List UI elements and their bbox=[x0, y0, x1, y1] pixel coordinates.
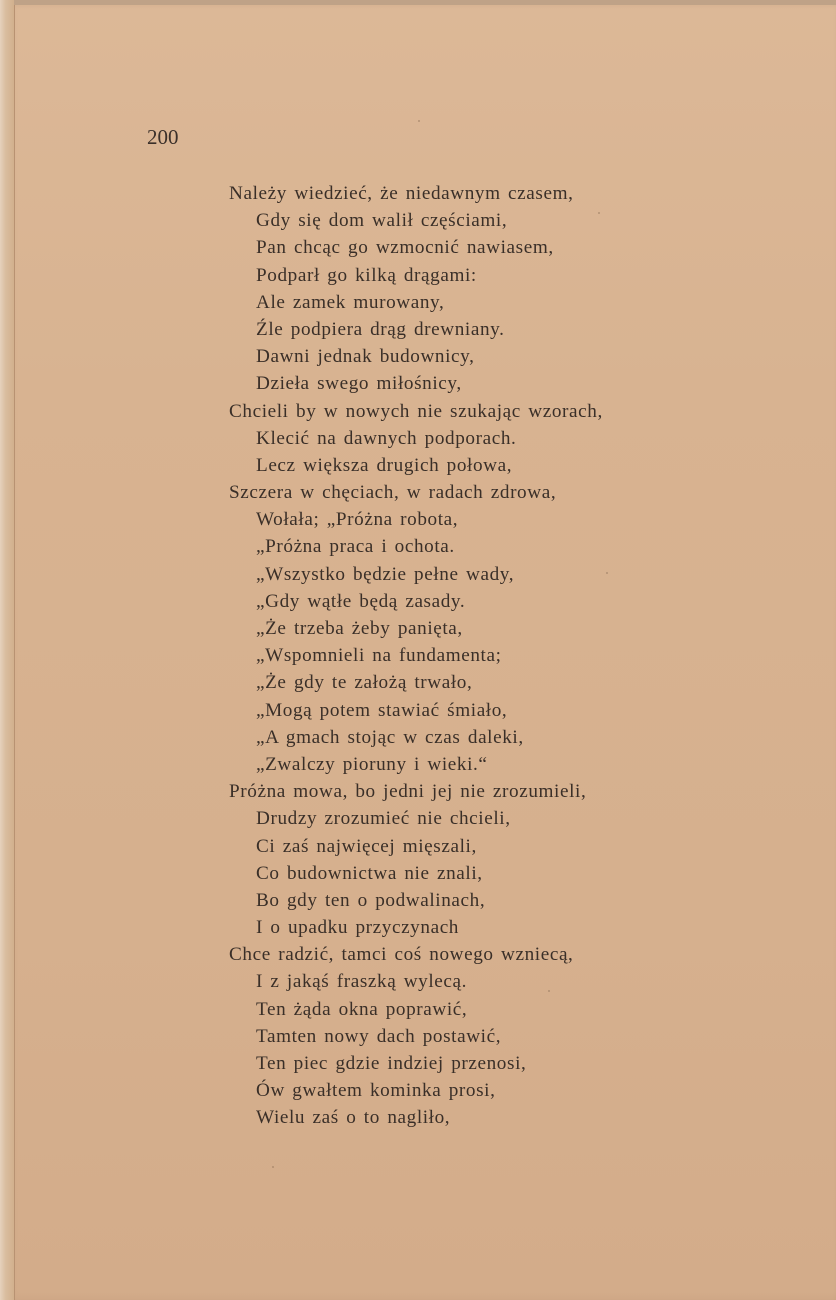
poem-line: Ale zamek murowany, bbox=[256, 291, 445, 313]
poem-line: Szczera w chęciach, w radach zdrowa, bbox=[229, 482, 557, 504]
poem-line: Należy wiedzieć, że niedawnym czasem, bbox=[229, 183, 574, 204]
poem-text bbox=[229, 180, 789, 1132]
poem-line: Ten piec gdzie indziej przenosi, bbox=[256, 1053, 527, 1074]
poem-line: Co budownictwa nie znali, bbox=[256, 862, 483, 884]
poem-line: Źle podpiera drąg drewniany. bbox=[256, 318, 505, 340]
paper-speck bbox=[598, 212, 600, 214]
poem-line: „Że trzeba żeby panięta, bbox=[256, 618, 463, 639]
poem-line: Bo gdy ten o podwalinach, bbox=[256, 889, 486, 911]
poem-line: Pan chcąc go wzmocnić nawiasem, bbox=[256, 237, 554, 259]
poem-line: Klecić na dawnych podporach. bbox=[256, 427, 517, 449]
poem-line: Chcieli by w nowych nie szukając wzorach, bbox=[229, 400, 603, 422]
poem-line: I z jakąś fraszką wylecą. bbox=[256, 971, 468, 993]
poem-line: „Próżna praca i ochota. bbox=[256, 536, 455, 558]
poem-line: Dawni jednak budownicy, bbox=[256, 346, 475, 368]
poem-line: Podparł go kilką drągami: bbox=[256, 264, 477, 286]
poem-line: „A gmach stojąc w czas daleki, bbox=[256, 726, 524, 748]
page-edge-top bbox=[14, 0, 836, 5]
poem-line: Drudzy zrozumieć nie chcieli, bbox=[256, 808, 511, 830]
poem-line: Gdy się dom walił częściami, bbox=[256, 210, 508, 232]
poem-line: „Mogą potem stawiać śmiało, bbox=[256, 699, 508, 721]
poem-line: „Wspomnieli na fundamenta; bbox=[256, 645, 502, 667]
poem-line: Tamten nowy dach postawić, bbox=[256, 1025, 502, 1047]
paper-speck bbox=[548, 990, 550, 992]
poem-line: I o upadku przyczynach bbox=[256, 917, 459, 939]
poem-line: Wielu zaś o to nagliło, bbox=[256, 1107, 451, 1129]
poem-line: Ci zaś najwięcej mięszali, bbox=[256, 835, 477, 857]
paper-speck bbox=[606, 572, 608, 574]
poem-line: Lecz większa drugich połowa, bbox=[256, 454, 513, 476]
paper-speck bbox=[272, 1166, 274, 1168]
paper-speck bbox=[418, 120, 420, 122]
poem-line: „Że gdy te założą trwało, bbox=[256, 672, 473, 694]
poem-line: „Wszystko będzie pełne wady, bbox=[256, 563, 515, 585]
poem-line: Wołała; „Próżna robota, bbox=[256, 509, 459, 531]
page-edge-left bbox=[0, 0, 15, 1300]
poem-line: Chce radzić, tamci coś nowego wzniecą, bbox=[229, 944, 574, 966]
poem-line: Dzieła swego miłośnicy, bbox=[256, 373, 462, 395]
page-number: 200 bbox=[147, 125, 179, 149]
poem-line: „Zwalczy pioruny i wieki.“ bbox=[256, 753, 488, 775]
poem-line: Ten żąda okna poprawić, bbox=[256, 998, 468, 1020]
poem-line: „Gdy wątłe będą zasady. bbox=[256, 590, 466, 612]
poem-line: Próżna mowa, bo jedni jej nie zrozumieli, bbox=[229, 781, 587, 803]
poem-line: Ów gwałtem kominka prosi, bbox=[256, 1080, 496, 1102]
